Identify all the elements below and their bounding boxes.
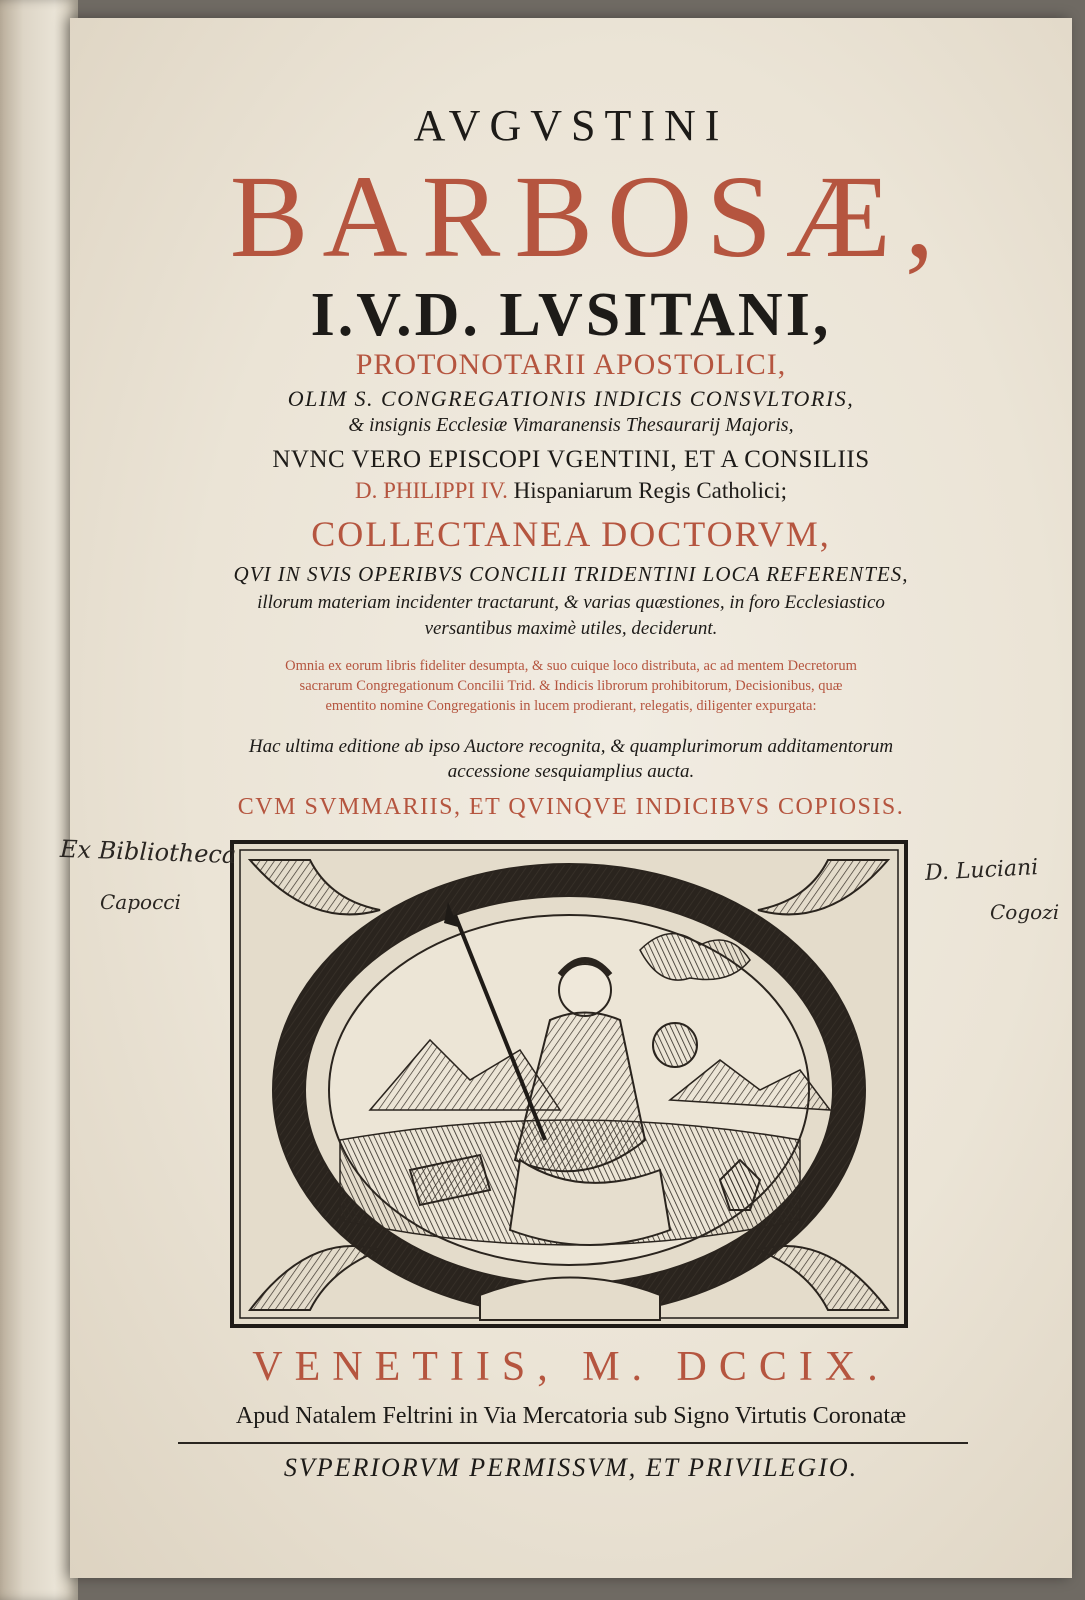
king-title: Hispaniarum Regis Catholici; xyxy=(513,478,788,503)
ownership-inscription-left-2: Capocci xyxy=(100,890,181,914)
ownership-inscription-right-2: Cogozi xyxy=(990,900,1060,924)
treasurer-line: & insignis Ecclesiæ Vimaranensis Thesaurarij Majoris, xyxy=(348,414,794,436)
edition-line-1: Hac ultima editione ab ipso Auctore recognita, & quamplurimorum additamentorum xyxy=(248,736,894,757)
author-surname: BARBOSÆ, xyxy=(229,151,949,282)
privilege-line: SVPERIORVM PERMISSVM, ET PRIVILEGIO. xyxy=(283,1453,859,1482)
ownership-inscription-right-1: D. Luciani xyxy=(924,855,1039,886)
subtitle-line-1: QVI IN SVIS OPERIBVS CONCILII TRIDENTINI LOCA REFERENTES, xyxy=(233,562,909,586)
bishop-line: NVNC VERO EPISCOPI VGENTINI, ET A CONSILIIS xyxy=(272,446,870,473)
king-line xyxy=(70,478,1072,504)
woodcut-illustration xyxy=(230,840,908,1328)
subtitle-line-3: versantibus maximè utiles, deciderunt. xyxy=(424,618,718,639)
former-office-line: OLIM S. CONGREGATIONIS INDICIS CONSVLTORIS, xyxy=(287,386,855,411)
author-degree: I.V.D. LVSITANI, xyxy=(310,281,832,349)
author-office: PROTONOTARII APOSTOLICI, xyxy=(355,348,787,381)
imprint-printer: Apud Natalem Feltrini in Via Mercatoria sub Signo Virtutis Coronatæ xyxy=(235,1403,907,1429)
book-spine xyxy=(0,0,78,1600)
subtitle-line-2: illorum materiam incidenter tractarunt, & varias quæstiones, in foro Ecclesiastico xyxy=(257,592,885,613)
book-title: COLLECTANEA DOCTORVM, xyxy=(311,514,831,554)
divider-rule xyxy=(178,1442,968,1444)
author-first-name: AVGVSTINI xyxy=(413,101,729,150)
description-line-1: Omnia ex eorum libris fideliter desumpta, & suo cuique loco distributa, ac ad mentem Decretorum xyxy=(285,658,857,674)
imprint-place-date: VENETIIS, M. DCCIX. xyxy=(252,1344,890,1390)
indices-line: CVM SVMMARIIS, ET QVINQVE INDICIBVS COPIOSIS. xyxy=(237,794,905,820)
description-line-2: sacrarum Congregationum Concilii Trid. & Indicis librorum prohibitorum, Decisionibus, quæ xyxy=(299,678,843,694)
edition-line-2: accessione sesquiamplius aucta. xyxy=(447,761,695,782)
ownership-inscription-left-1: Ex Bibliotheca xyxy=(59,834,237,870)
king-name: D. PHILIPPI IV. xyxy=(354,478,508,503)
description-line-3: ementito nomine Congregationis in lucem prodierant, relegatis, diligenter expurgata: xyxy=(325,698,817,714)
title-page xyxy=(70,18,1072,1578)
